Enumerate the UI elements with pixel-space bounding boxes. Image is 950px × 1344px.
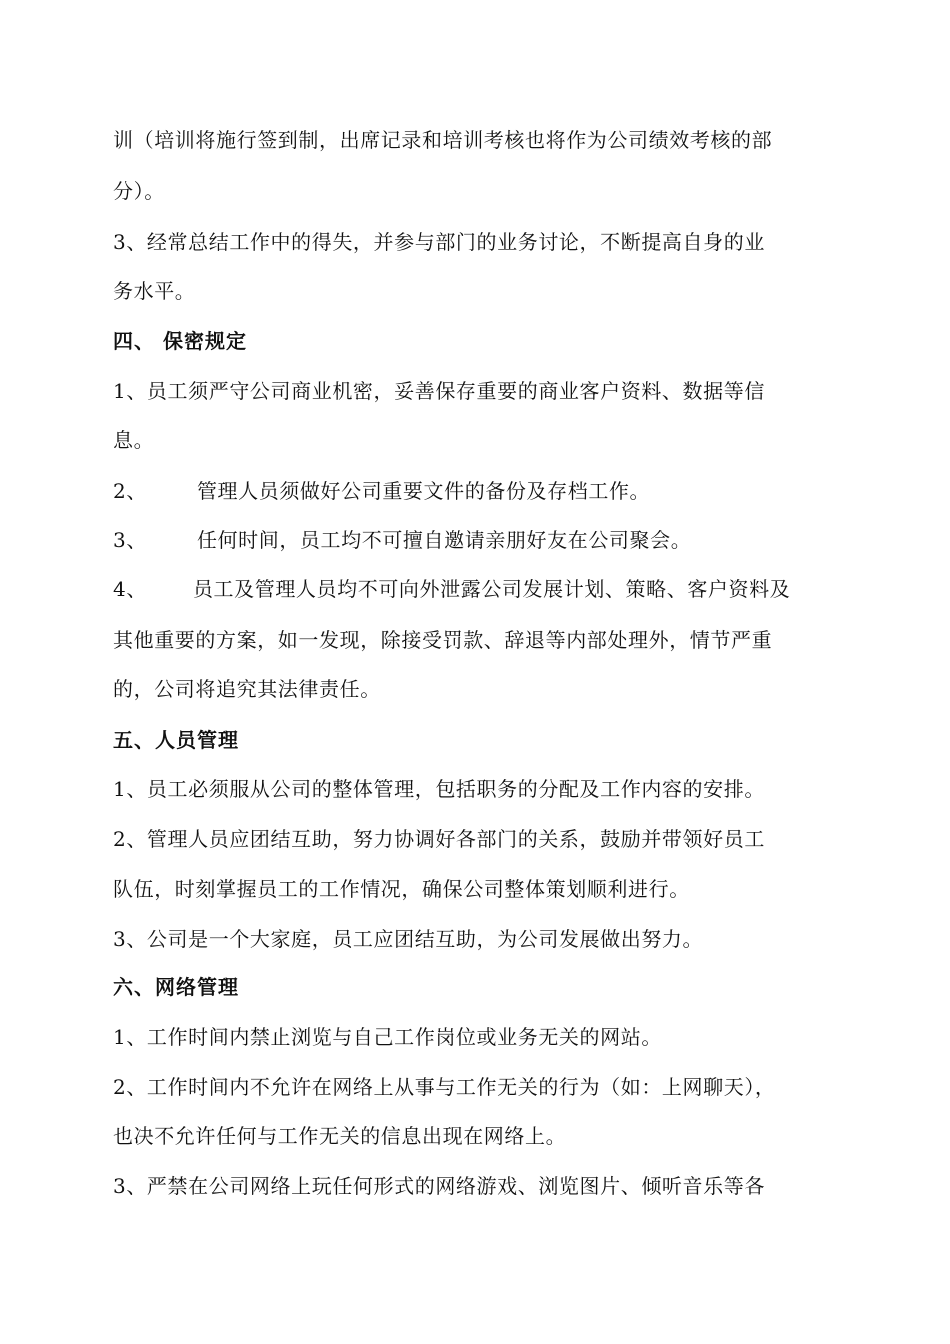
section-heading-confidentiality: 四、 保密规定 [113,329,247,353]
paragraph-line: 队伍，时刻掌握员工的工作情况，确保公司整体策划顺利进行。 [113,877,690,901]
paragraph-line: 也决不允许任何与工作无关的信息出现在网络上。 [113,1124,567,1148]
paragraph-line: 3、经常总结工作中的得失，并参与部门的业务讨论，不断提高自身的业 [113,230,765,254]
paragraph-line: 其他重要的方案，如一发现，除接受罚款、辞退等内部处理外，情节严重 [113,628,773,652]
list-item-text: 员工及管理人员均不可向外泄露公司发展计划、策略、客户资料及 [192,577,791,601]
paragraph-line: 2、工作时间内不允许在网络上从事与工作无关的行为（如：上网聊天）， [113,1075,776,1099]
list-item-3 [113,525,823,555]
paragraph-line: 1、员工须严守公司商业机密，妥善保存重要的商业客户资料、数据等信 [113,379,765,403]
paragraph-line: 训（培训将施行签到制，出席记录和培训考核也将作为公司绩效考核的部 [113,128,773,152]
paragraph-line: 的，公司将追究其法律责任。 [113,677,381,701]
section-heading-network: 六、网络管理 [113,975,239,999]
paragraph-line: 分）。 [113,179,165,203]
paragraph-line: 2、管理人员应团结互助，努力协调好各部门的关系，鼓励并带领好员工 [113,827,765,851]
paragraph-line: 息。 [113,428,155,452]
paragraph-line: 1、员工必须服从公司的整体管理，包括职务的分配及工作内容的安排。 [113,777,765,801]
list-item-number: 4、 [113,577,147,601]
list-item-text: 任何时间，员工均不可擅自邀请亲朋好友在公司聚会。 [196,528,692,552]
list-item-number: 3、 [113,528,147,552]
list-item-text: 管理人员须做好公司重要文件的备份及存档工作。 [196,479,651,503]
paragraph-line: 3、严禁在公司网络上玩任何形式的网络游戏、浏览图片、倾听音乐等各 [113,1174,765,1198]
paragraph-line: 1、工作时间内禁止浏览与自己工作岗位或业务无关的网站。 [113,1025,662,1049]
paragraph-line: 务水平。 [113,279,196,303]
list-item-number: 2、 [113,479,147,503]
section-heading-personnel: 五、人员管理 [113,728,239,752]
list-item-2 [113,476,823,506]
paragraph-line: 3、公司是一个大家庭，员工应团结互助，为公司发展做出努力。 [113,927,704,951]
list-item-4 [113,574,823,604]
